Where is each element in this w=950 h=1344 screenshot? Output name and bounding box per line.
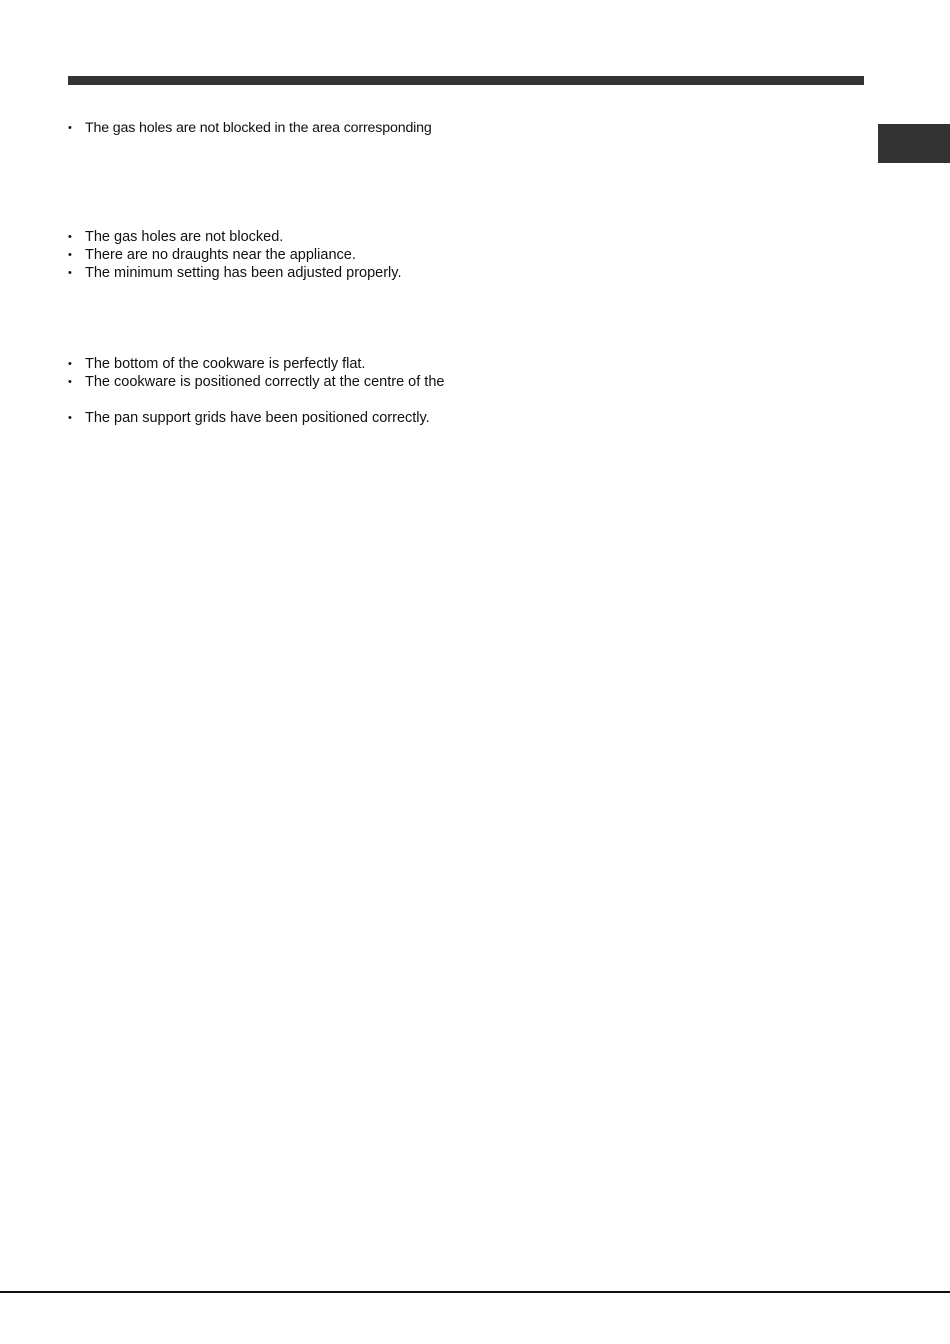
bullet-icon: • xyxy=(68,376,72,388)
bullet-icon: • xyxy=(68,412,72,424)
bullet-icon: • xyxy=(68,249,72,261)
header-rule xyxy=(68,76,864,85)
list-item-text: The bottom of the cookware is perfectly flat. xyxy=(85,356,366,372)
bullet-icon: • xyxy=(68,231,72,243)
list-item-text: The gas holes are not blocked. xyxy=(85,229,284,245)
list-item-text: The gas holes are not blocked in the area corresponding xyxy=(85,120,432,136)
bullet-icon: • xyxy=(68,358,72,370)
list-item-text: There are no draughts near the appliance. xyxy=(85,247,356,263)
list-item-text: The pan support grids have been positioned correctly. xyxy=(85,410,430,426)
list-item-text: The minimum setting has been adjusted properly. xyxy=(85,265,402,281)
bullet-icon: • xyxy=(68,122,72,134)
bullet-icon: • xyxy=(68,267,72,279)
list-item-text: The cookware is positioned correctly at the centre of the xyxy=(85,374,445,390)
language-tab xyxy=(878,124,950,163)
footer-rule xyxy=(0,1291,950,1293)
